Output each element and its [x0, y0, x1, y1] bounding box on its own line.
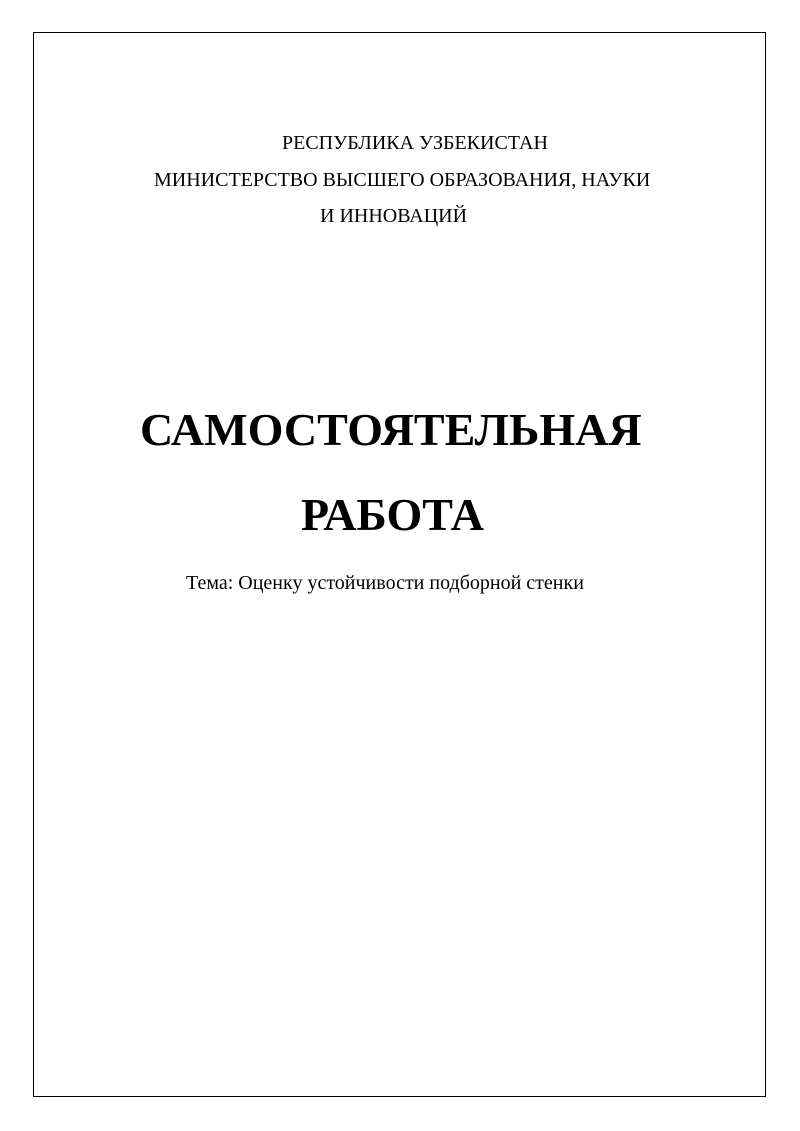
document-title-line-1: САМОСТОЯТЕЛЬНАЯ	[140, 404, 642, 455]
document-title-line-2: РАБОТА	[301, 489, 484, 540]
ministry-heading-line-2: И ИННОВАЦИЙ	[320, 205, 468, 227]
republic-heading: РЕСПУБЛИКА УЗБЕКИСТАН	[282, 132, 548, 154]
topic-line: Тема: Оценку устойчивости подборной стенки	[186, 572, 584, 594]
ministry-heading-line-1: МИНИСТЕРСТВО ВЫСШЕГО ОБРАЗОВАНИЯ, НАУКИ	[154, 169, 651, 191]
